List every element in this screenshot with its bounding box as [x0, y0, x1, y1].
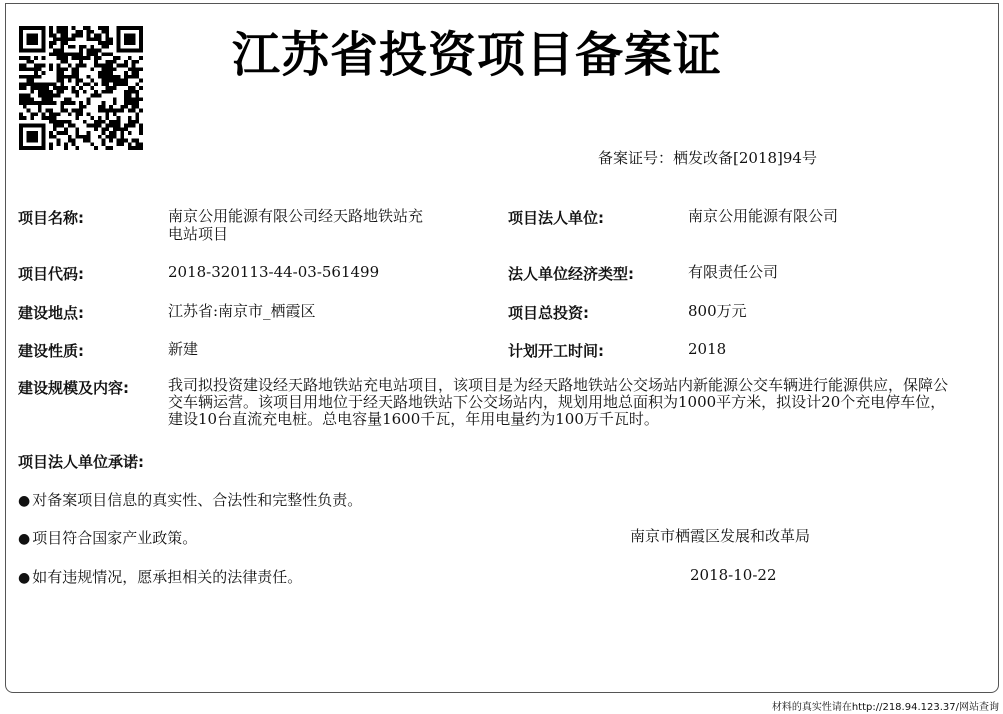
economic-type-value: 有限责任公司 — [688, 263, 779, 281]
filing-number: 备案证号：栖发改备[2018]94号 — [598, 149, 817, 167]
project-name-value-line1: 南京公用能源有限公司经天路地铁站充 — [168, 207, 424, 225]
total-investment-value: 800万元 — [688, 302, 747, 320]
commitment-item — [18, 527, 197, 548]
project-name-value-line2: 电站项目 — [168, 225, 229, 243]
issue-date: 2018-10-22 — [690, 566, 777, 584]
project-code-label: 项目代码: — [18, 265, 84, 283]
legal-entity-value: 南京公用能源有限公司 — [688, 207, 839, 225]
issuing-authority: 南京市栖霞区发展和改革局 — [630, 527, 811, 545]
bullet-icon: ● — [18, 531, 31, 547]
economic-type-label: 法人单位经济类型: — [508, 265, 634, 283]
project-code-value: 2018-320113-44-03-561499 — [168, 263, 380, 281]
total-investment-label: 项目总投资: — [508, 304, 589, 322]
commitment-item — [18, 489, 362, 510]
commitment-item-text: 对备案项目信息的真实性、合法性和完整性负责。 — [32, 491, 363, 509]
legal-entity-label: 项目法人单位: — [508, 209, 604, 227]
commitment-item-text: 如有违规情况，愿承担相关的法律责任。 — [32, 568, 303, 586]
project-name-label: 项目名称: — [18, 209, 84, 227]
verification-footer: 材料的真实性请在http://218.94.123.37/网站查询 — [771, 702, 999, 713]
document-title: 江苏省投资项目备案证 — [232, 27, 723, 83]
nature-label: 建设性质: — [18, 342, 84, 360]
nature-value: 新建 — [168, 340, 199, 358]
bullet-icon: ● — [18, 493, 31, 509]
scope-value: 我司拟投资建设经天路地铁站充电站项目，该项目是为经天路地铁站公交场站内新能源公交车辆进行能源供应，保障公交车辆运营。该项目用地位于经天路地铁站下公交场站内，规划用地总面积为1000平方米，拟设计20个充电停车位，建设10台直流充电桩。总电容量1600千瓦，年用电量约为100万千瓦时。 — [168, 376, 949, 428]
location-value: 江苏省:南京市_栖霞区 — [168, 302, 316, 320]
certificate-frame — [5, 3, 999, 693]
bullet-icon: ● — [18, 570, 31, 586]
commitment-item — [18, 566, 302, 587]
planned-start-value: 2018 — [688, 340, 727, 358]
qr-code-icon — [18, 26, 144, 150]
commitment-heading: 项目法人单位承诺: — [18, 453, 144, 471]
scope-label: 建设规模及内容: — [18, 379, 129, 397]
planned-start-label: 计划开工时间: — [508, 342, 604, 360]
commitment-item-text: 项目符合国家产业政策。 — [32, 529, 198, 547]
location-label: 建设地点: — [18, 304, 84, 322]
